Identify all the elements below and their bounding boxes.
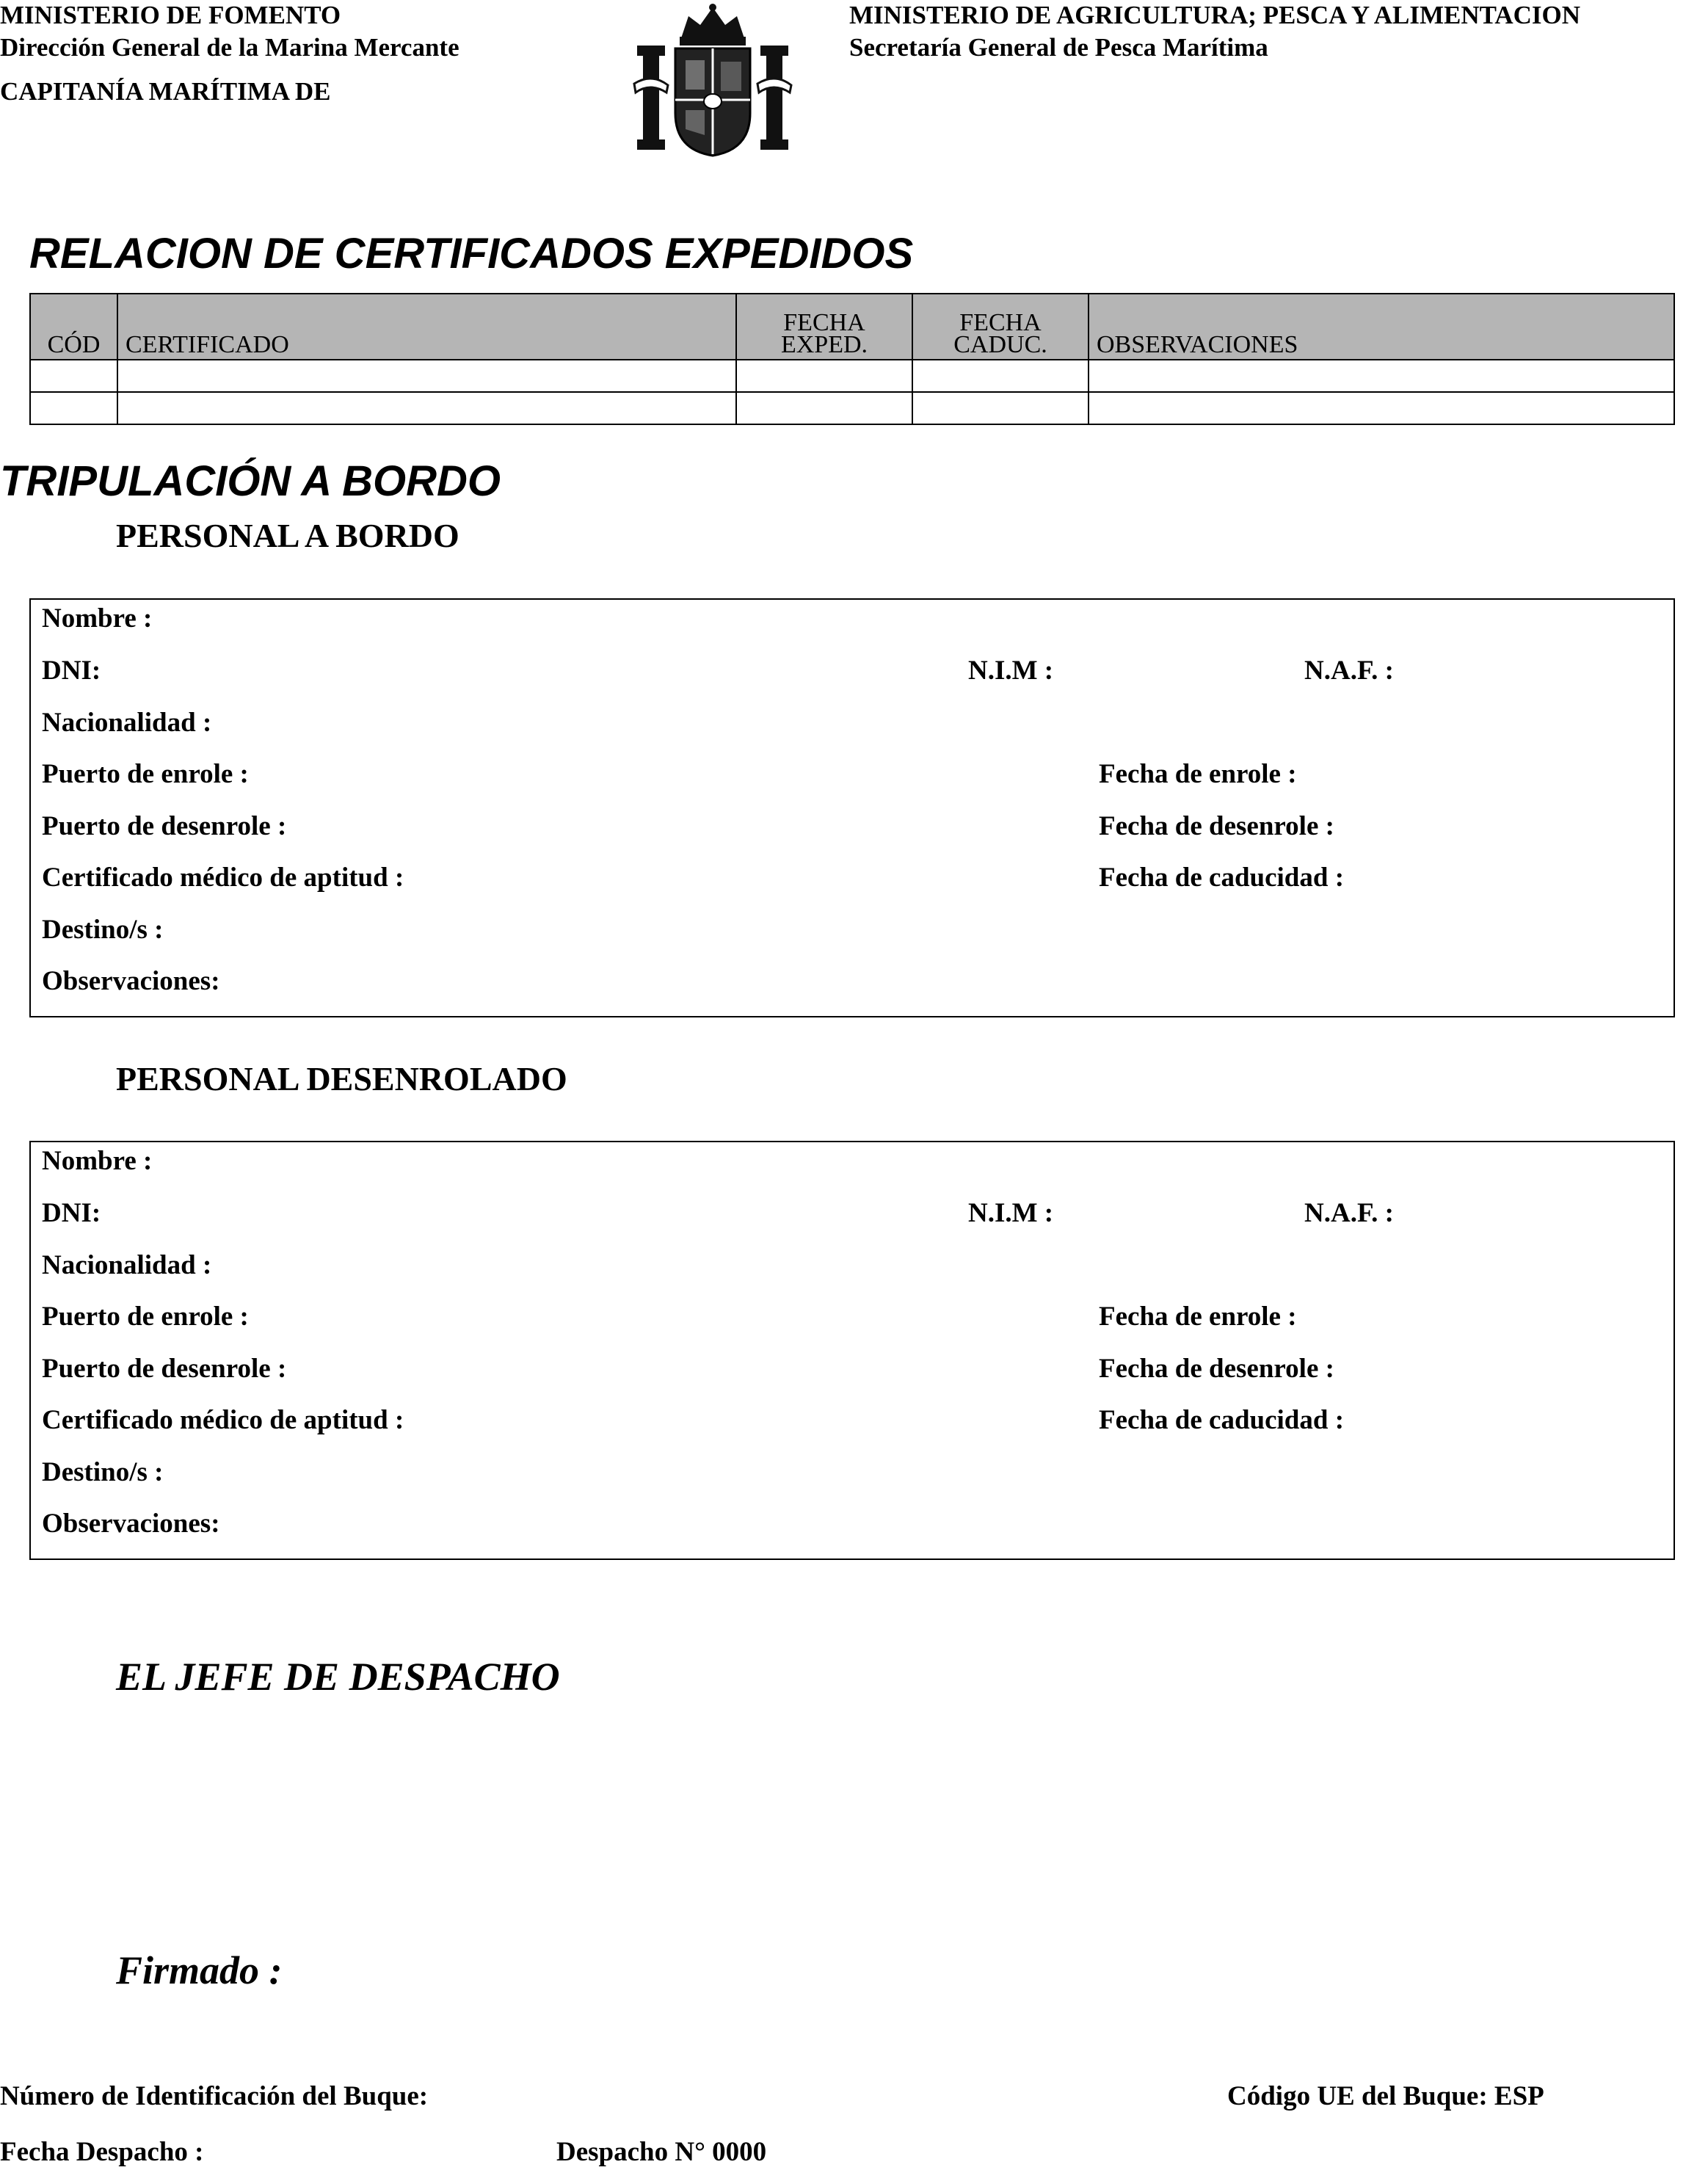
- nacionalidad-label: Nacionalidad :: [42, 1250, 212, 1280]
- puerto-enrole-label: Puerto de enrole :: [42, 1302, 249, 1332]
- fecha-enrole-label: Fecha de enrole :: [1099, 1302, 1297, 1332]
- observaciones-label: Observaciones:: [42, 966, 220, 996]
- table-cell[interactable]: [30, 392, 117, 424]
- eu-code-value: ESP: [1494, 2081, 1544, 2111]
- fecha-caducidad-label: Fecha de caducidad :: [1099, 1405, 1345, 1435]
- aboard-subtitle: PERSONAL A BORDO: [116, 517, 459, 554]
- fecha-desenrole-label: Fecha de desenrole :: [1099, 1354, 1334, 1384]
- table-row: [30, 360, 1674, 392]
- table-cell[interactable]: [117, 392, 736, 424]
- fecha-desenrole-label: Fecha de desenrole :: [1099, 811, 1334, 841]
- nacionalidad-label: Nacionalidad :: [42, 708, 212, 738]
- table-cell[interactable]: [1089, 392, 1674, 424]
- ministry-left-department: Dirección General de la Marina Mercante: [0, 33, 459, 62]
- eu-code-label-text: Código UE del Buque:: [1227, 2081, 1488, 2111]
- coat-of-arms-icon: [630, 3, 796, 159]
- table-row: [30, 392, 1674, 424]
- capitania-label: CAPITANÍA MARÍTIMA DE: [0, 77, 331, 106]
- fecha-despacho-label: Fecha Despacho :: [0, 2137, 204, 2167]
- observaciones-label: Observaciones:: [42, 1509, 220, 1539]
- dni-label: DNI:: [42, 656, 101, 686]
- puerto-desenrole-label: Puerto de desenrole :: [42, 811, 287, 841]
- table-cell[interactable]: [912, 392, 1089, 424]
- nim-label: N.I.M :: [968, 1198, 1054, 1228]
- certificates-title: RELACION DE CERTIFICADOS EXPEDIDOS: [29, 230, 914, 277]
- ministry-right-department: Secretaría General de Pesca Marítima: [849, 33, 1268, 62]
- fecha-enrole-label: Fecha de enrole :: [1099, 759, 1297, 789]
- column-header-fecha-exped: FECHA EXPED.: [736, 294, 912, 360]
- table-cell[interactable]: [736, 360, 912, 392]
- disembarked-subtitle: PERSONAL DESENROLADO: [116, 1060, 567, 1097]
- destinos-label: Destino/s :: [42, 915, 164, 945]
- table-cell[interactable]: [30, 360, 117, 392]
- jefe-despacho-label: EL JEFE DE DESPACHO: [116, 1655, 560, 1699]
- nombre-label: Nombre :: [42, 603, 153, 634]
- column-header-observaciones: OBSERVACIONES: [1089, 294, 1674, 360]
- nim-label: N.I.M :: [968, 656, 1054, 686]
- table-cell[interactable]: [736, 392, 912, 424]
- naf-label: N.A.F. :: [1304, 1198, 1394, 1228]
- certificado-medico-label: Certificado médico de aptitud :: [42, 1405, 404, 1435]
- ship-identification-label: Número de Identificación del Buque:: [0, 2081, 429, 2111]
- table-cell[interactable]: [912, 360, 1089, 392]
- aboard-personnel-box: [29, 598, 1675, 1017]
- certificates-table: [29, 293, 1675, 425]
- column-header-certificado: CERTIFICADO: [117, 294, 736, 360]
- crew-title: TRIPULACIÓN A BORDO: [0, 457, 501, 505]
- naf-label: N.A.F. :: [1304, 656, 1394, 686]
- firmado-label: Firmado :: [116, 1948, 283, 1992]
- column-header-fecha-caduc: FECHA CADUC.: [912, 294, 1089, 360]
- fecha-caducidad-label: Fecha de caducidad :: [1099, 863, 1345, 893]
- certificado-medico-label: Certificado médico de aptitud :: [42, 863, 404, 893]
- destinos-label: Destino/s :: [42, 1457, 164, 1487]
- ministry-left-name: MINISTERIO DE FOMENTO: [0, 1, 341, 29]
- puerto-enrole-label: Puerto de enrole :: [42, 759, 249, 789]
- nombre-label: Nombre :: [42, 1146, 153, 1176]
- column-header-cod: CÓD: [30, 294, 117, 360]
- despacho-number: Despacho N° 0000: [556, 2137, 767, 2167]
- certificates-header-row: [30, 294, 1674, 360]
- puerto-desenrole-label: Puerto de desenrole :: [42, 1354, 287, 1384]
- table-cell[interactable]: [1089, 360, 1674, 392]
- table-cell[interactable]: [117, 360, 736, 392]
- eu-code-label: [1227, 2080, 1544, 2112]
- disembarked-personnel-box: [29, 1141, 1675, 1560]
- ministry-right-name: MINISTERIO DE AGRICULTURA; PESCA Y ALIMENTACION: [849, 1, 1581, 29]
- dni-label: DNI:: [42, 1198, 101, 1228]
